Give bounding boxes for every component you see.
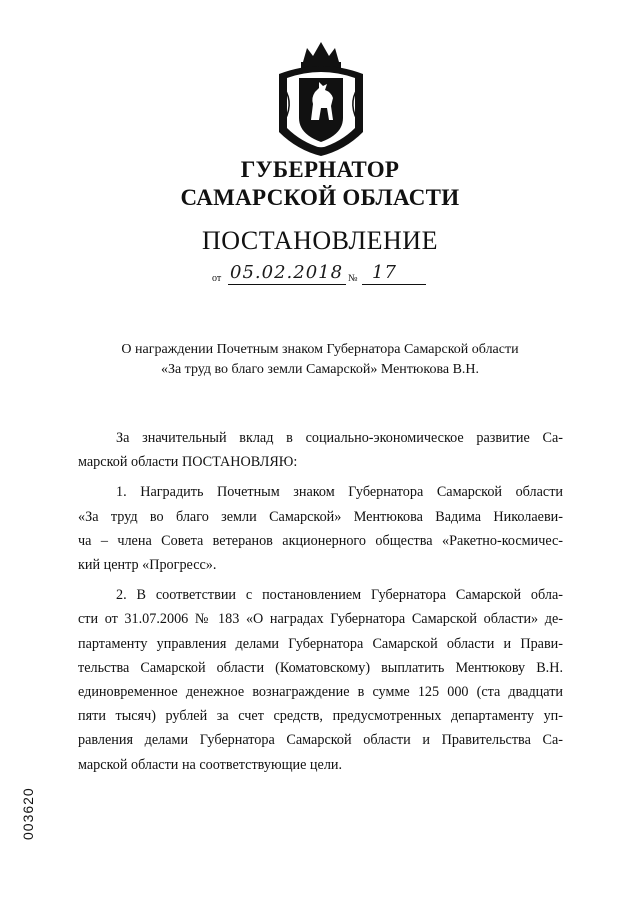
subject-line: О награждении Почетным знаком Губернатора Самарской области [121,342,519,357]
body-line: 1. Наградить Почетным знаком Губернатора Самарской области [116,484,563,501]
body-line: партаменту управления делами Губернатора Самарской области и Прави- [78,635,563,652]
body-line: марской области на соответствующие цели. [78,756,343,773]
date-prefix: от [212,273,222,284]
coat-of-arms-emblem [275,40,367,158]
body-line: единовременное денежное вознаграждение в сумме 125 000 (ста двадцати [78,684,563,701]
body-line: ча – члена Совета ветеранов акционерного общества «Ракетно-космичес- [78,532,563,549]
authority-title: ГУБЕРНАТОР [240,157,400,182]
document-body [78,426,563,777]
authority-region: САМАРСКОЙ ОБЛАСТИ [180,185,460,210]
handwritten-number: 17 [372,262,397,283]
date-underline [228,284,346,285]
body-line: тельства Самарской области (Коматовскому) выплатить Ментюкову В.Н. [78,659,563,676]
body-line: равления делами Губернатора Самарской области и Правительства Са- [78,732,563,749]
document-type: ПОСТАНОВЛЕНИЕ [202,226,438,255]
date-number-line [212,262,452,286]
body-line: «За труд во благо земли Самарской» Ментюкова Вадима Николаеви- [78,508,563,525]
registration-stamp [20,770,42,840]
handwritten-date: 05.02.2018 [230,262,344,283]
body-line: За значительный вклад в социально-экономическое развитие Са- [116,430,563,446]
document-subject [60,340,580,380]
subject-line: «За труд во благо земли Самарской» Ментюкова В.Н. [160,362,480,377]
body-line: марской области ПОСТАНОВЛЯЮ: [78,454,298,471]
number-underline [362,284,426,285]
stamp-number: 003620 [20,787,36,840]
number-prefix: № [348,273,358,284]
body-line: кий центр «Прогресс». [78,557,217,574]
body-line: пяти тысяч) рублей за счет средств, предусмотренных департаменту уп- [78,708,563,725]
body-line: 2. В соответствии с постановлением Губернатора Самарской обла- [116,587,563,604]
body-line: сти от 31.07.2006 № 183 «О наградах Губернатора Самарской области» де- [78,611,563,628]
